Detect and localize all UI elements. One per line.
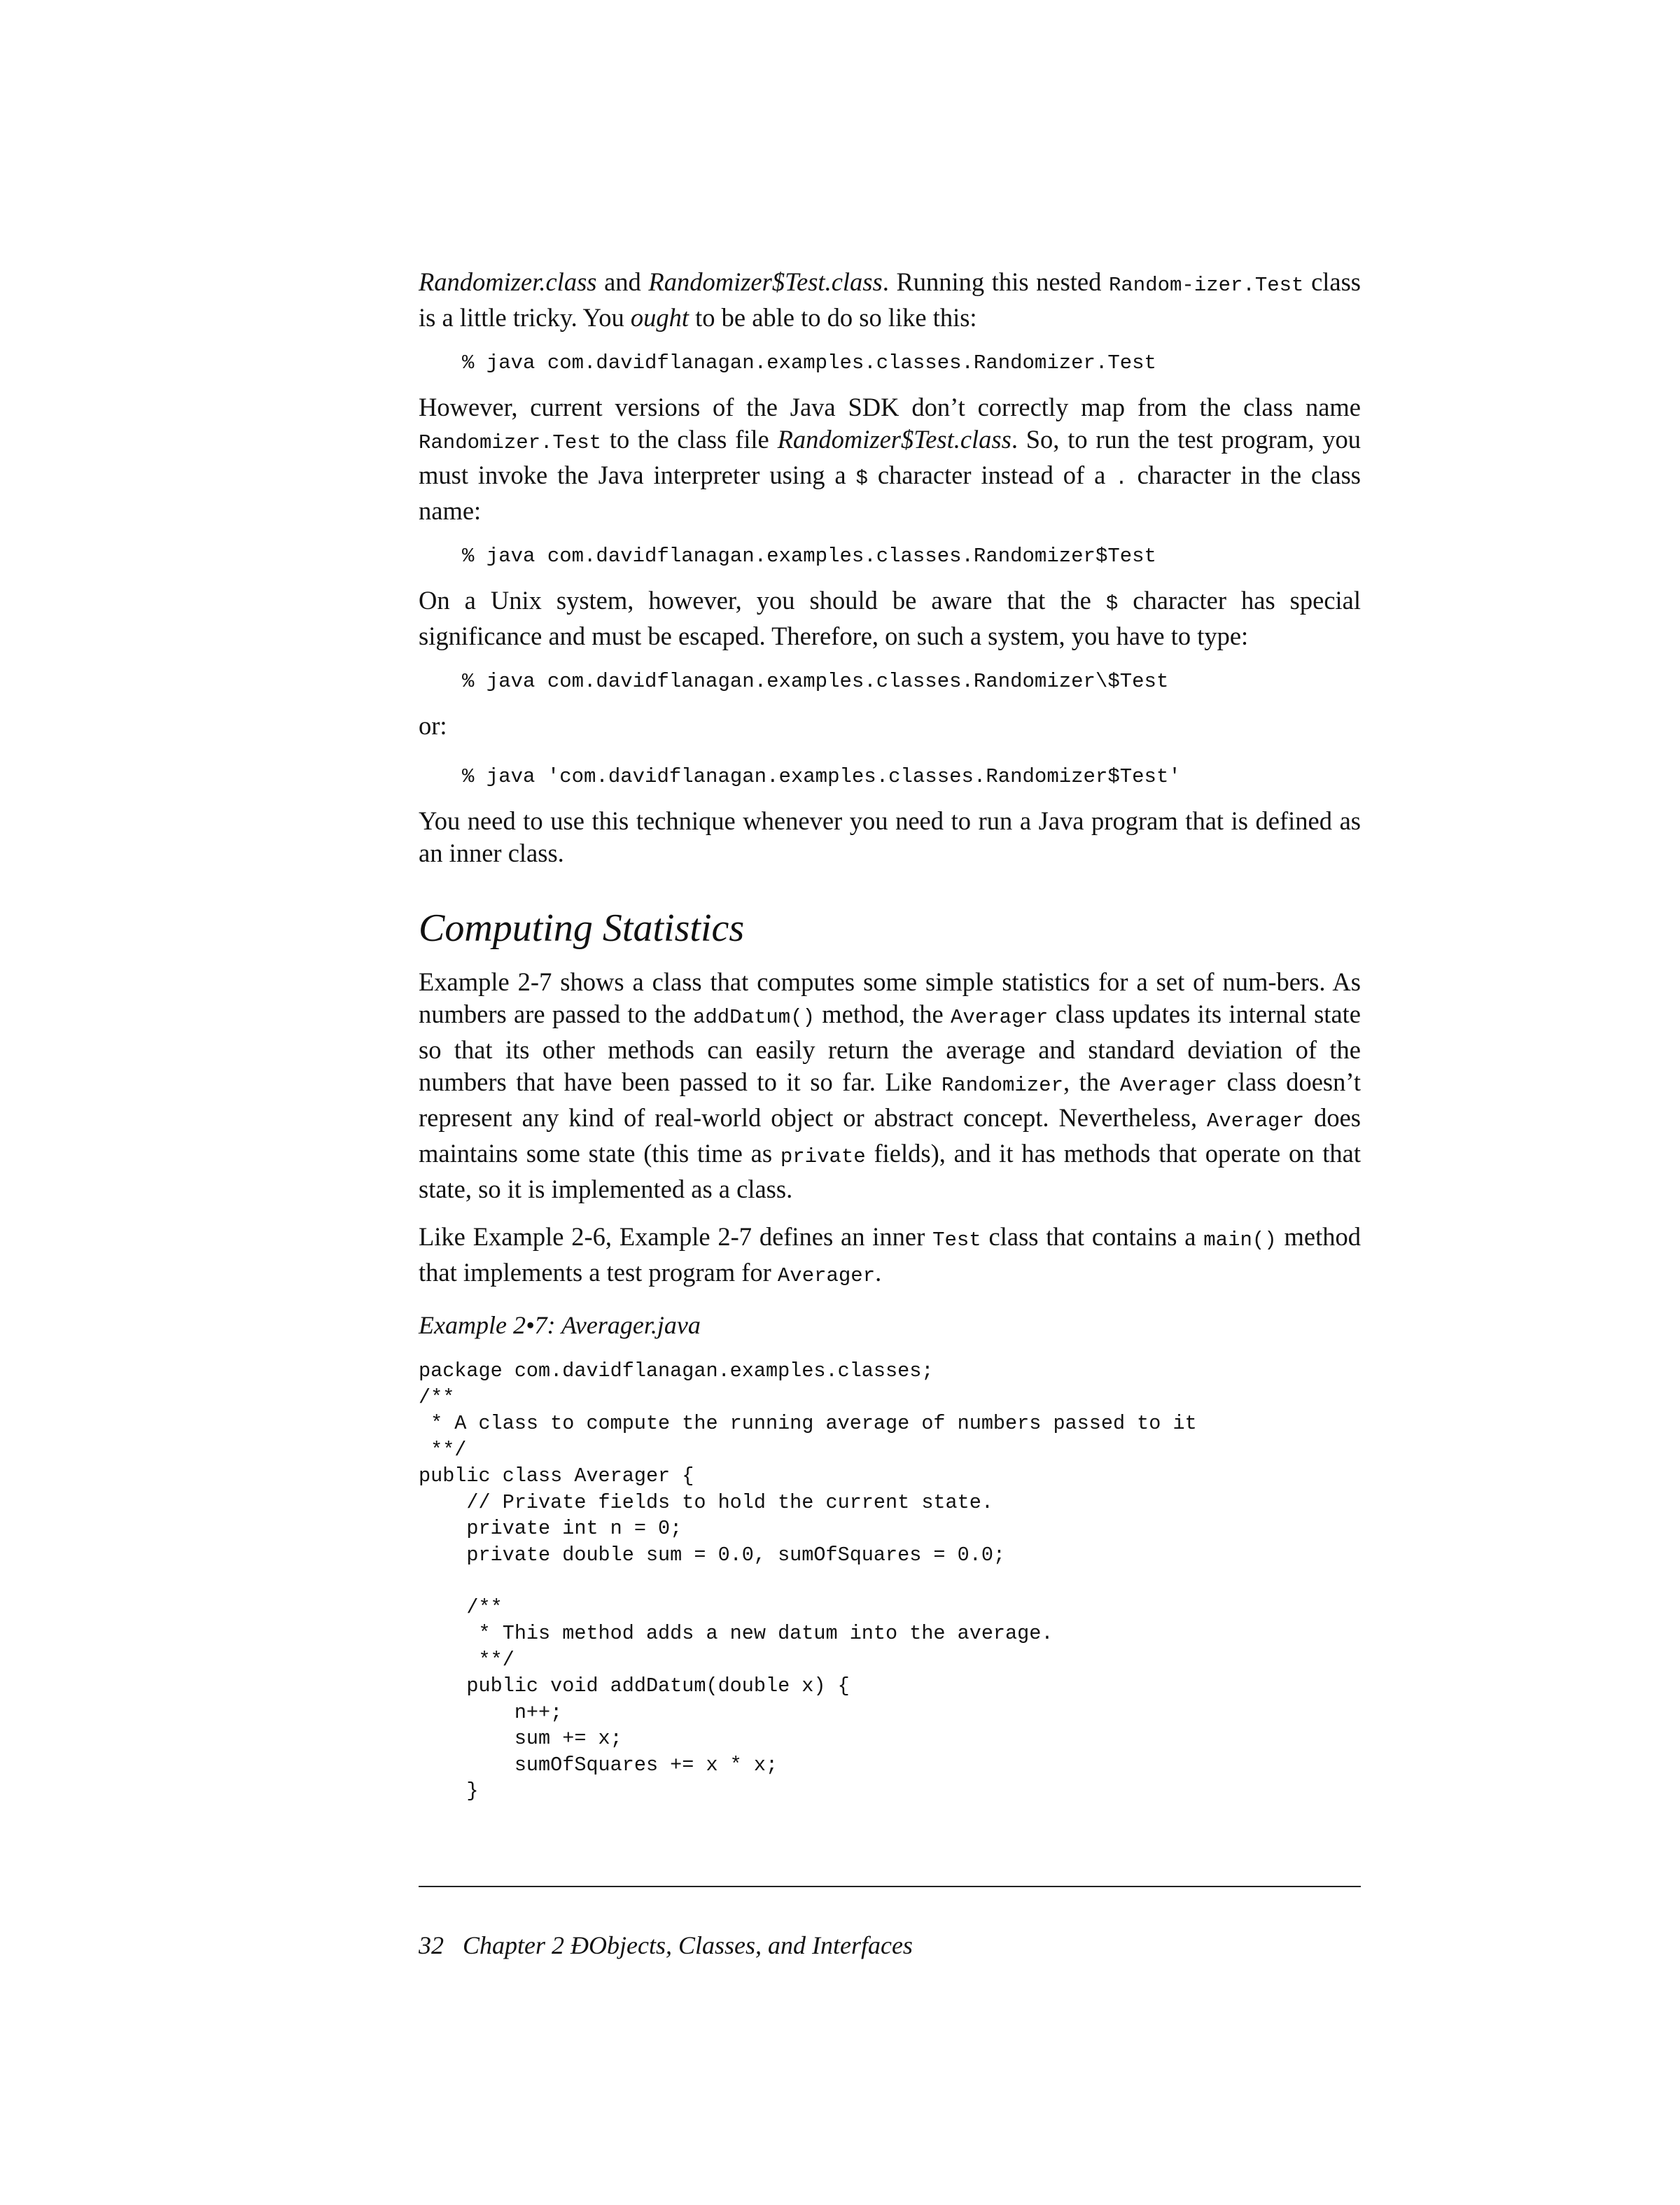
inline-code: Averager [777, 1264, 876, 1287]
footer-spacer [444, 1931, 463, 1959]
inline-code: private [780, 1145, 866, 1168]
inline-code: Averager [1206, 1110, 1305, 1133]
paragraph-sdk-mapping [419, 391, 1361, 527]
inline-code: Averager [951, 1006, 1049, 1029]
code-listing: package com.davidflanagan.examples.classes; /** * A class to compute the running average of numbers passed to it **/ public class Averager { // Private fields to hold the current state. private int n = 0; private double sum = 0.0, sumOfSquares = 0.0; /** * This method adds a new datum into the average. **/ public void addDatum(double x) { n++; sum += x; sumOfSquares += x * x; } [419, 1359, 1197, 1802]
file-name: Randomizer$Test.class [777, 425, 1011, 454]
text-span: character instead of a [867, 461, 1116, 489]
text-span: . [875, 1258, 882, 1287]
inline-code: addDatum() [692, 1006, 815, 1029]
paragraph-intro [419, 266, 1361, 334]
text-span: class updates its internal state so that its other methods can easily return the average and standard deviation of the numbers that have been passed to it so far. Like [419, 1000, 1361, 1096]
page-content [419, 266, 1361, 1805]
inline-code: Randomizer.Test [419, 431, 602, 454]
text-span: class that contains a [981, 1222, 1204, 1251]
command-line-2: % java com.davidflanagan.examples.classes.Randomizer$Test [462, 545, 1156, 568]
file-name-randomizer-class: Randomizer.class [419, 267, 597, 296]
paragraph-example-ref [419, 1221, 1361, 1292]
inline-code: $ [855, 467, 868, 490]
text-span: Like Example 2-6, Example 2-7 defines an inner [419, 1222, 933, 1251]
inline-code: . [1115, 467, 1128, 490]
paragraph-or: or: [419, 711, 447, 740]
text-span: Example 2-7 shows a class that computes some simple statistics for a set of num-bers. As numbers are passed to the [419, 967, 1361, 1028]
text-span: does maintains some state (this time as [419, 1103, 1361, 1168]
text-span: and [596, 267, 649, 296]
text-span: . So, to run the test program, you must invoke the Java interpreter using a [419, 425, 1361, 489]
text-span: character in the class name: [419, 461, 1362, 525]
page-footer [419, 1931, 913, 1960]
text-span: class is a little tricky. You [419, 267, 1362, 332]
inline-code: Randomizer [941, 1074, 1063, 1097]
inline-code: Random-izer.Test [1109, 274, 1304, 297]
text-span: . Running this nested [882, 267, 1109, 296]
text-span: to the class file [601, 425, 778, 454]
paragraph-unix [419, 584, 1361, 652]
text-span: to be able to do so like this: [688, 303, 977, 332]
inline-code: $ [1105, 592, 1119, 615]
command-line-3: % java com.davidflanagan.examples.classes.Randomizer\$Test [462, 670, 1169, 693]
text-span: method, the [815, 1000, 951, 1028]
text-span: However, current versions of the Java SDK don’t correctly map from the class name [419, 393, 1361, 421]
command-line-1: % java com.davidflanagan.examples.classes.Randomizer.Test [462, 351, 1156, 374]
command-line-4: % java 'com.davidflanagan.examples.classes.Randomizer$Test' [462, 765, 1181, 788]
inline-code: Averager [1119, 1074, 1218, 1097]
file-name-randomizer-test-class: Randomizer$Test.class [648, 267, 883, 296]
paragraph-averager-intro [419, 966, 1361, 1205]
emphasis: ought [630, 303, 689, 332]
inline-code: main() [1203, 1228, 1277, 1252]
inline-code: Test [932, 1228, 981, 1252]
section-title: Computing Statistics [419, 906, 745, 950]
page-number: 32 [419, 1931, 444, 1959]
paragraph-technique: You need to use this technique whenever you need to run a Java program that is defined as an inner class. [419, 806, 1361, 867]
text-span: fields), and it has methods that operate on that state, so it is implemented as a class. [419, 1139, 1361, 1203]
text-span: character has special significance and must be escaped. Therefore, on such a system, you have to type: [419, 586, 1361, 650]
footer-divider [419, 1886, 1361, 1887]
text-span: method that implements a test program for [419, 1222, 1361, 1287]
text-span: , the [1063, 1068, 1120, 1096]
example-caption: Example 2•7: Averager.java [419, 1311, 701, 1339]
text-span: On a Unix system, however, you should be aware that the [419, 586, 1106, 615]
chapter-title: Chapter 2 ÐObjects, Classes, and Interfaces [463, 1931, 913, 1959]
text-span: class doesn’t represent any kind of real-world object or abstract concept. Nevertheless, [419, 1068, 1361, 1132]
